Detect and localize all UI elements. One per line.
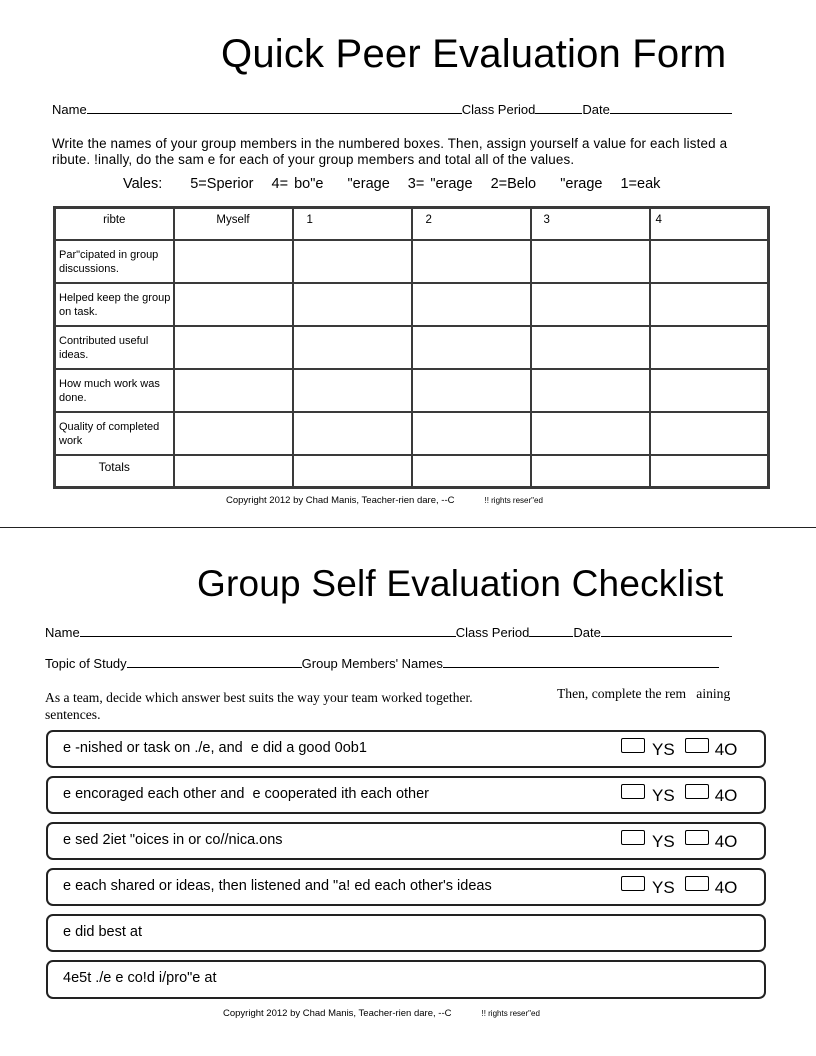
date-blank[interactable] (601, 625, 732, 637)
checklist-instructions: As a team, decide which answer best suits the way your team worked together. (45, 690, 473, 705)
topic-label: Topic of Study (45, 656, 127, 671)
values-label: Vales: (123, 176, 163, 192)
score-cell[interactable] (412, 283, 531, 326)
score-cell[interactable] (174, 240, 293, 283)
total-cell[interactable] (293, 455, 412, 488)
yes-label: YS (652, 832, 675, 851)
copyright-text: Copyright 2012 by Chad Manis, Teacher-rien dare, --C (226, 495, 455, 506)
no-checkbox[interactable] (685, 830, 709, 845)
yes-no-choice (621, 784, 737, 806)
checklist-item (46, 822, 766, 860)
name-label: Name (45, 625, 80, 640)
header-member-4[interactable]: 4 (650, 208, 769, 240)
totals-label: Totals (55, 455, 174, 488)
total-cell[interactable] (650, 455, 769, 488)
yes-no-choice (621, 830, 737, 852)
checklist-item (46, 868, 766, 906)
no-checkbox[interactable] (685, 784, 709, 799)
no-label: 4O (714, 878, 738, 897)
no-checkbox[interactable] (685, 738, 709, 753)
rights-text: !! rights reser"ed (481, 1009, 540, 1018)
score-cell[interactable] (174, 326, 293, 369)
score-cell[interactable] (650, 412, 769, 455)
yes-checkbox[interactable] (621, 876, 645, 891)
yes-checkbox[interactable] (621, 784, 645, 799)
peer-copyright (226, 495, 543, 506)
date-label: Date (573, 625, 601, 640)
checklist-title: Group Self Evaluation Checklist (197, 563, 724, 604)
score-cell[interactable] (412, 326, 531, 369)
section-divider (0, 527, 816, 528)
statement-text: e each shared or ideas, then listened and "a! ed each other's ideas (63, 878, 492, 894)
score-cell[interactable] (650, 240, 769, 283)
score-cell[interactable] (531, 326, 650, 369)
name-label: Name (52, 102, 87, 117)
total-cell[interactable] (412, 455, 531, 488)
score-cell[interactable] (293, 326, 412, 369)
no-label: 4O (714, 786, 738, 805)
score-cell[interactable] (293, 240, 412, 283)
score-cell[interactable] (531, 369, 650, 412)
yes-no-choice (621, 738, 737, 760)
score-cell[interactable] (174, 412, 293, 455)
name-blank[interactable] (87, 102, 462, 114)
checklist-copyright (223, 1008, 540, 1019)
criterion-work-done: How much work was done. (55, 369, 174, 412)
class-period-label: Class Period (455, 625, 530, 640)
header-attribute: ribte (55, 208, 174, 240)
peer-instructions: Write the names of your group members in the numbered boxes. Then, assign yourself a value for each listed a ribute. !inally, do the sam e for each of your group members and total all of the values. (52, 136, 728, 167)
statement-text: e encoraged each other and e cooperated ith each other (63, 786, 429, 802)
peer-name-line (52, 102, 732, 117)
value-3: 3= "erage (407, 176, 473, 192)
score-cell[interactable] (412, 369, 531, 412)
table-row (55, 240, 769, 283)
date-blank[interactable] (610, 102, 732, 114)
value-1: 1=eak (620, 176, 661, 192)
totals-row (55, 455, 769, 488)
table-row (55, 369, 769, 412)
no-label: 4O (714, 832, 738, 851)
value-5: 5=Sperior (190, 176, 254, 192)
score-cell[interactable] (531, 240, 650, 283)
header-myself: Myself (174, 208, 293, 240)
score-cell[interactable] (293, 283, 412, 326)
checklist-item-open[interactable] (46, 960, 766, 999)
score-cell[interactable] (293, 369, 412, 412)
class-period-label: Class Period (461, 102, 536, 117)
table-header-row (55, 208, 769, 240)
class-period-blank[interactable] (529, 625, 573, 637)
yes-checkbox[interactable] (621, 830, 645, 845)
yes-label: YS (652, 786, 675, 805)
statement-text: 4e5t ./e e co!d i/pro"e at (63, 970, 217, 986)
score-cell[interactable] (412, 412, 531, 455)
table-row (55, 283, 769, 326)
score-cell[interactable] (174, 369, 293, 412)
score-cell[interactable] (293, 412, 412, 455)
header-member-1[interactable]: 1 (293, 208, 412, 240)
yes-label: YS (652, 740, 675, 759)
name-blank[interactable] (80, 625, 456, 637)
rights-text: !! rights reser"ed (484, 496, 543, 505)
no-checkbox[interactable] (685, 876, 709, 891)
score-cell[interactable] (531, 283, 650, 326)
peer-evaluation-table (53, 206, 770, 489)
score-cell[interactable] (412, 240, 531, 283)
score-cell[interactable] (650, 283, 769, 326)
topic-line (45, 656, 719, 671)
statement-text: e sed 2iet "oices in or co//nica.ons (63, 832, 283, 848)
checklist-instructions-cont: sentences. (45, 707, 101, 722)
no-label: 4O (714, 740, 738, 759)
members-label: Group Members' Names (301, 656, 443, 671)
checklist-item (46, 776, 766, 814)
header-member-3[interactable]: 3 (531, 208, 650, 240)
checklist-item-open[interactable] (46, 914, 766, 952)
date-label: Date (582, 102, 610, 117)
total-cell[interactable] (174, 455, 293, 488)
yes-no-choice (621, 876, 737, 898)
checklist-name-line (45, 625, 732, 640)
score-cell[interactable] (650, 326, 769, 369)
value-4: 4= bo"e "erage (271, 176, 390, 192)
checklist-item (46, 730, 766, 768)
table-row (55, 412, 769, 455)
total-cell[interactable] (531, 455, 650, 488)
header-member-2[interactable]: 2 (412, 208, 531, 240)
copyright-text: Copyright 2012 by Chad Manis, Teacher-rien dare, --C (223, 1008, 452, 1019)
criterion-on-task: Helped keep the group on task. (55, 283, 174, 326)
value-2: 2=Belo "erage (490, 176, 603, 192)
score-cell[interactable] (531, 412, 650, 455)
class-period-blank[interactable] (535, 102, 582, 114)
statement-text: e did best at (63, 924, 142, 940)
peer-form-title: Quick Peer Evaluation Form (221, 32, 727, 76)
yes-checkbox[interactable] (621, 738, 645, 753)
members-blank[interactable] (443, 656, 719, 668)
statement-text: e -nished or task on ./e, and e did a good 0ob1 (63, 740, 367, 756)
yes-label: YS (652, 878, 675, 897)
value-scale (123, 176, 678, 192)
checklist-instructions-right: Then, complete the rem aining (557, 686, 731, 701)
topic-blank[interactable] (127, 656, 302, 668)
table-row (55, 326, 769, 369)
criterion-participated: Par"cipated in group discussions. (55, 240, 174, 283)
criterion-useful-ideas: Contributed useful ideas. (55, 326, 174, 369)
criterion-quality: Quality of completed work (55, 412, 174, 455)
score-cell[interactable] (650, 369, 769, 412)
score-cell[interactable] (174, 283, 293, 326)
